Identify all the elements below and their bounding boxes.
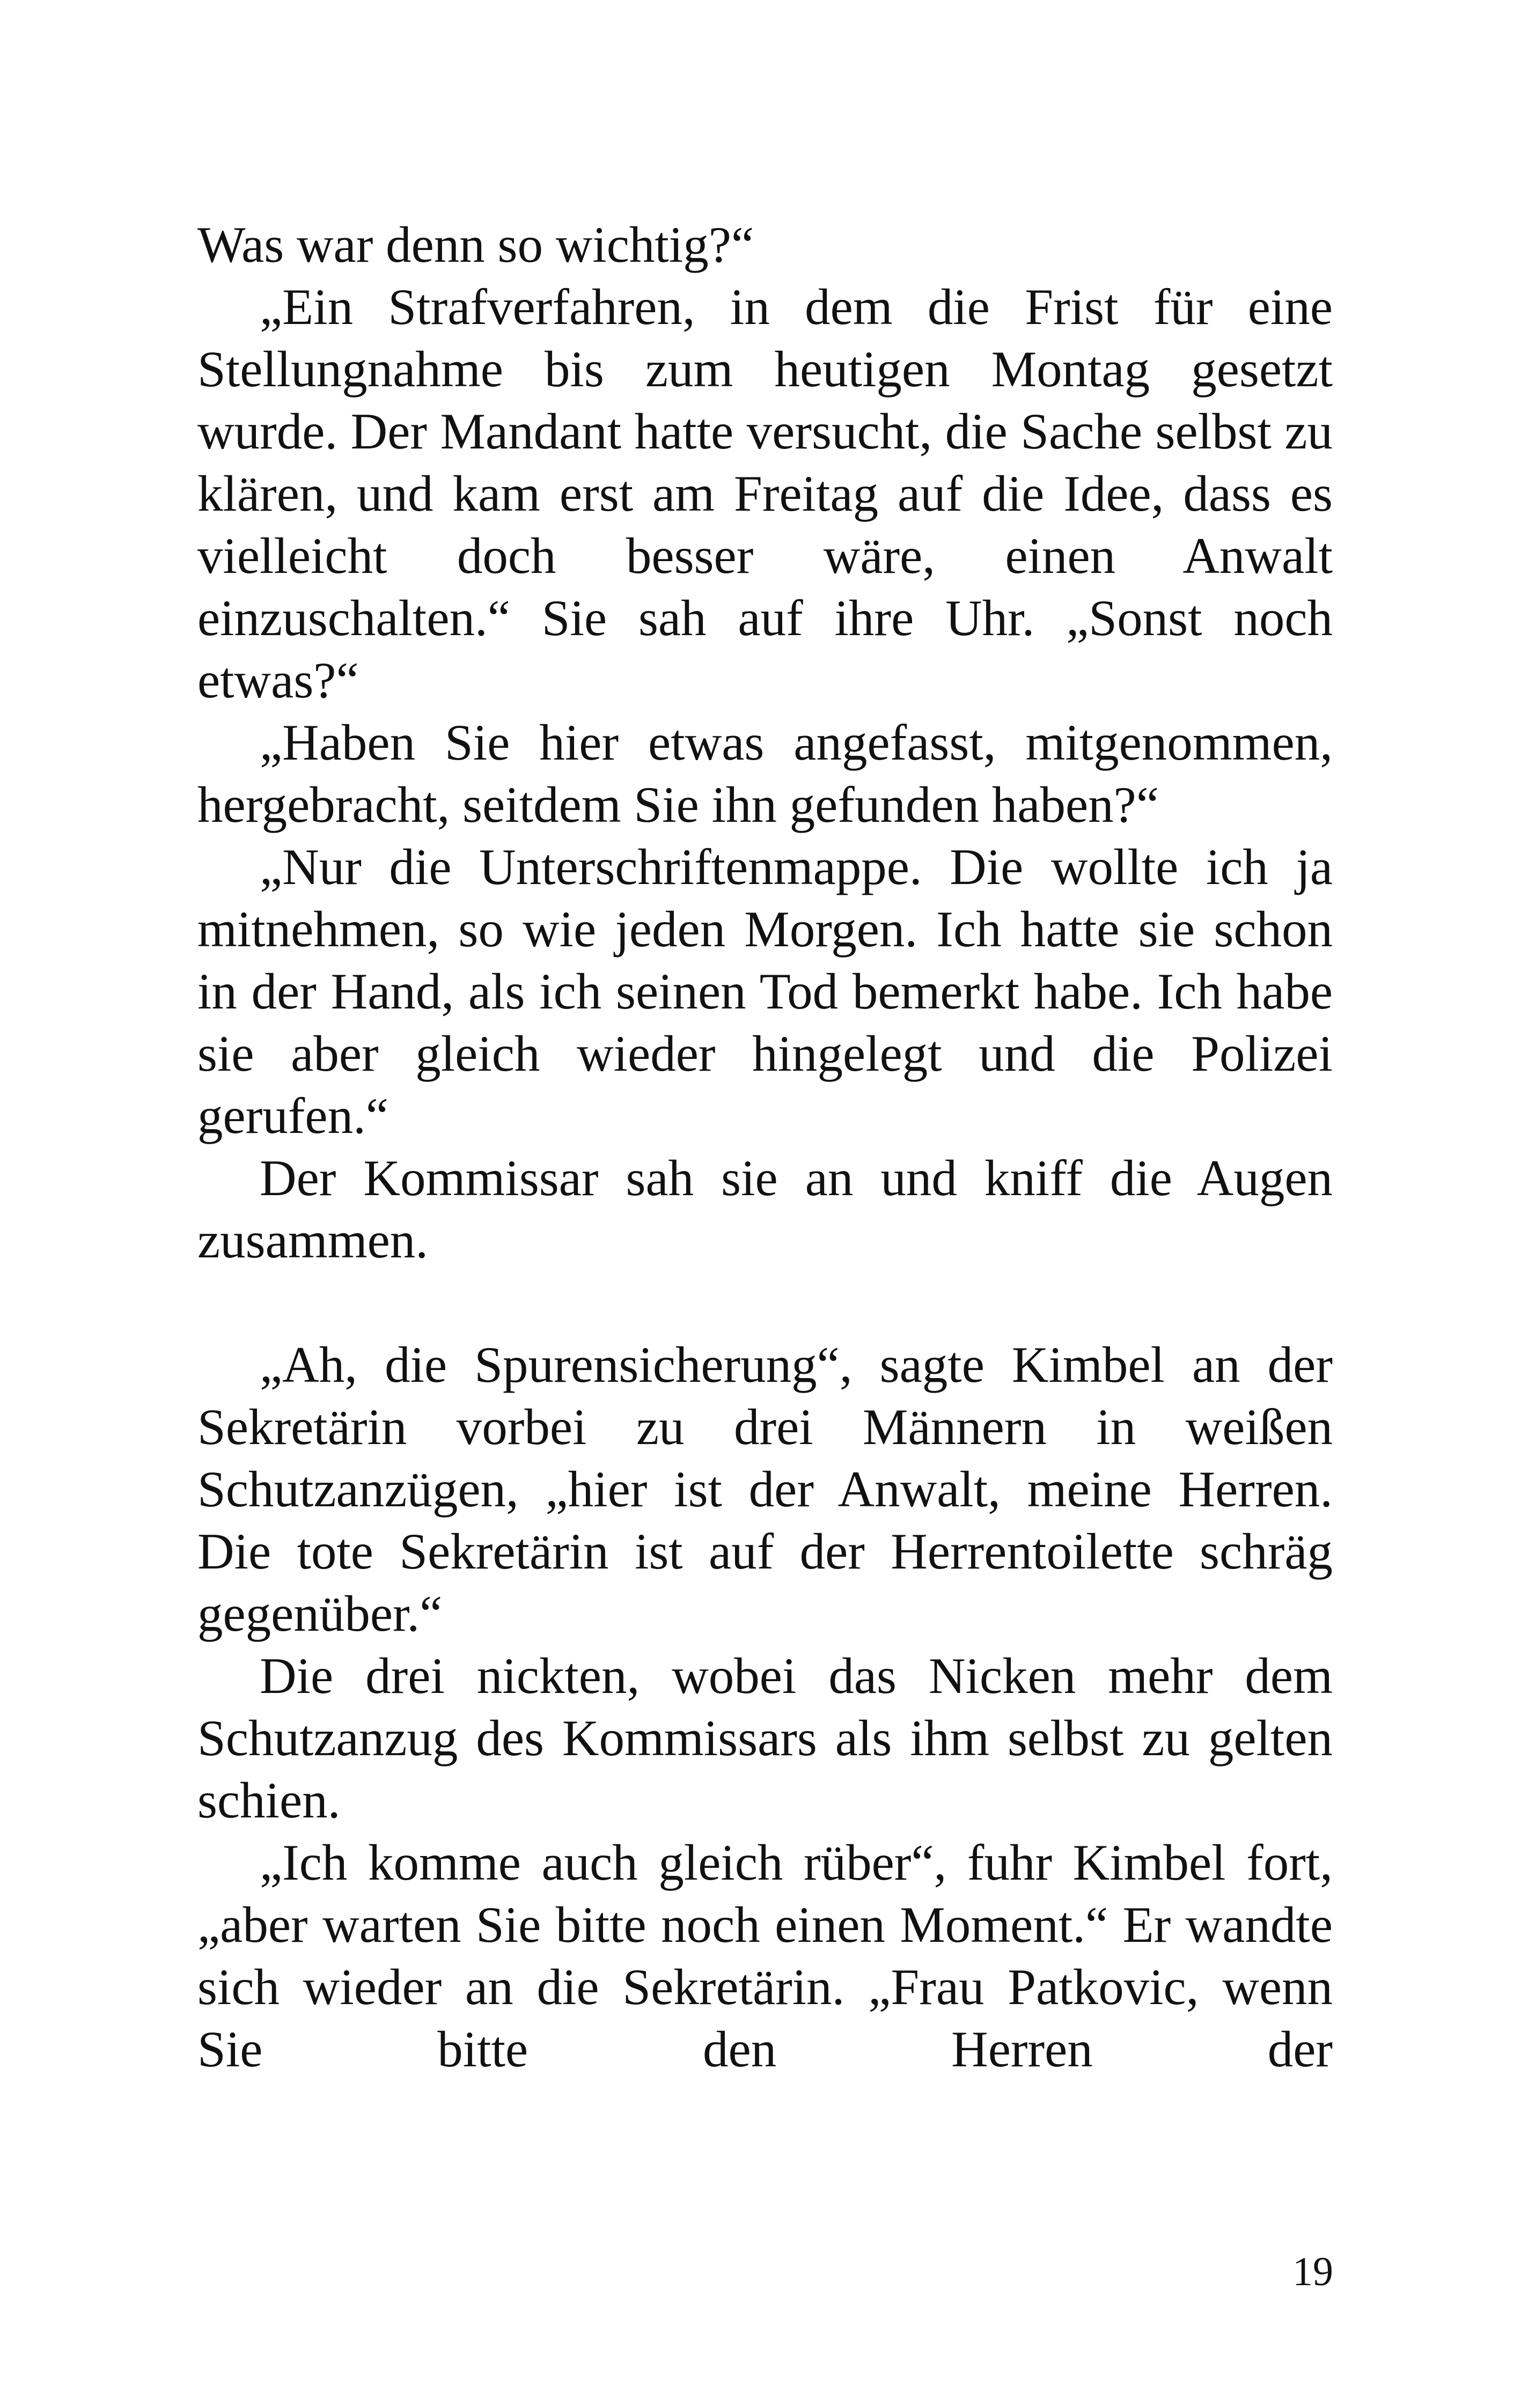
paragraph-7: Die drei nickten, wobei das Nicken mehr dem Schutzanzug des Kommissars als ihm selbst zu gelten schien. xyxy=(197,1647,1333,1829)
paragraph-5: Der Kommissar sah sie an und kniff die Augen zusammen. xyxy=(197,1150,1333,1269)
body-text xyxy=(197,213,1333,2080)
paragraph-4: „Nur die Unterschriftenmappe. Die wollte ich ja mitnehmen, so wie jeden Morgen. Ich hatte sie schon in der Hand, als ich seinen Tod bemerkt habe. Ich habe sie aber gleich wieder hingelegt und die Polizei gerufen.“ xyxy=(197,838,1333,1144)
paragraph-8: „Ich komme auch gleich rüber“, fuhr Kimbel fort, „aber warten Sie bitte noch einen Moment.“ Er wandte sich wieder an die Sekretärin. „Frau Patkovic, wenn Sie bitte den Herren der xyxy=(197,1834,1333,2078)
paragraph-1: Was war denn so wichtig?“ xyxy=(197,216,754,273)
paragraph-2: „Ein Strafverfahren, in dem die Frist für eine Stellungnahme bis zum heutigen Montag gesetzt wurde. Der Mandant hatte versucht, die Sache selbst zu klären, und kam erst am Freitag auf die Idee, dass es vielleicht doch besser wäre, einen Anwalt einzuschalten.“ Sie sah auf ihre Uhr. „Sonst noch etwas?“ xyxy=(197,278,1333,709)
paragraph-3: „Haben Sie hier etwas angefasst, mitgenommen, hergebracht, seitdem Sie ihn gefunden haben?“ xyxy=(197,714,1333,833)
paragraph-6: „Ah, die Spurensicherung“, sagte Kimbel an der Sekretärin vorbei zu drei Männern in weißen Schutzanzügen, „hier ist der Anwalt, meine Herren. Die tote Sekretärin ist auf der Herrentoilette schräg gegenüber.“ xyxy=(197,1336,1333,1642)
scene-break xyxy=(197,1271,1333,1334)
page-number: 19 xyxy=(1292,2249,1333,2294)
